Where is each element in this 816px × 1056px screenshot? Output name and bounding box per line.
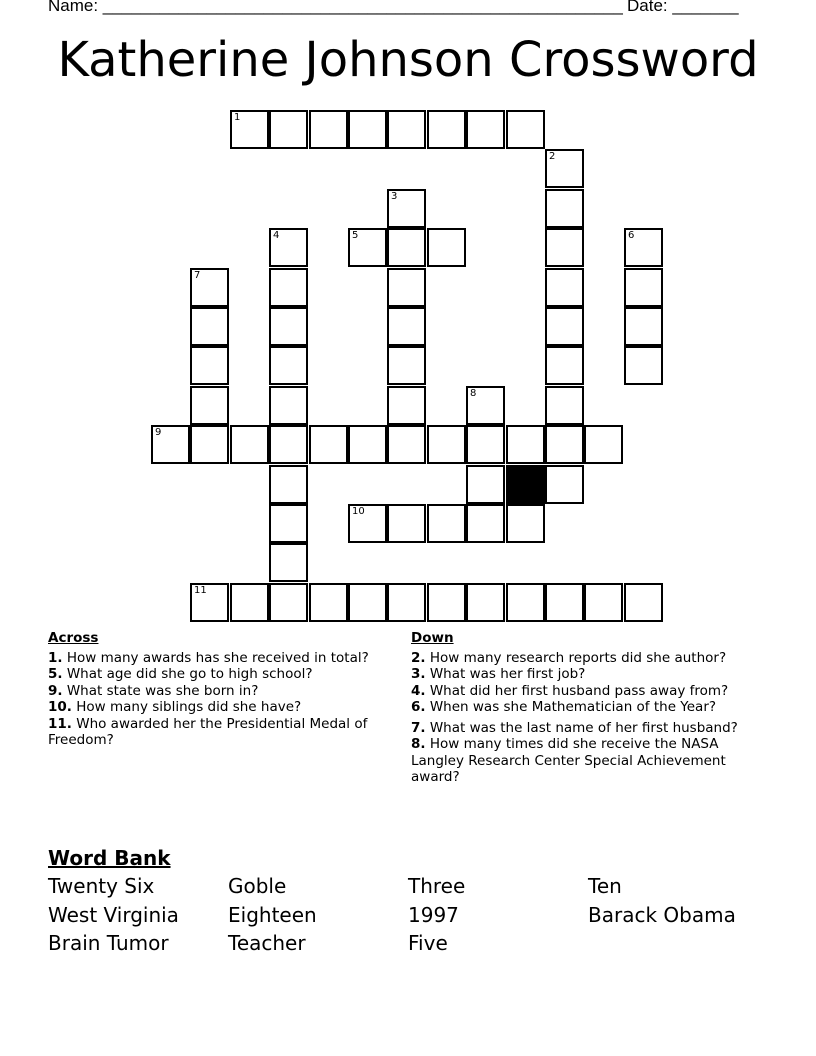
crossword-cell[interactable] (269, 465, 308, 504)
clue-text: What was the last name of her first husband? (429, 719, 738, 736)
crossword-cell[interactable] (624, 307, 663, 346)
word-bank-item: Goble (228, 874, 287, 898)
clue-down (411, 666, 761, 683)
crossword-cell[interactable] (190, 425, 229, 464)
clue-number: 3. (411, 666, 426, 682)
clue-number-label: 11 (194, 585, 207, 596)
crossword-cell[interactable] (230, 110, 269, 149)
crossword-cell[interactable] (387, 110, 426, 149)
clue-across (48, 683, 400, 700)
crossword-cell[interactable] (151, 425, 190, 464)
crossword-cell[interactable] (506, 110, 545, 149)
down-heading: Down (411, 630, 454, 646)
clue-across (48, 650, 400, 667)
clue-number: 10. (48, 699, 72, 715)
word-bank-item: Teacher (228, 931, 306, 955)
crossword-cell[interactable] (190, 346, 229, 385)
clue-number: 5. (48, 666, 63, 682)
crossword-cell[interactable] (190, 268, 229, 307)
crossword-cell[interactable] (466, 386, 505, 425)
crossword-cell[interactable] (230, 425, 269, 464)
clue-text: When was she Mathematician of the Year? (429, 699, 717, 715)
clue-text: What age did she go to high school? (66, 666, 313, 682)
crossword-cell[interactable] (545, 149, 584, 188)
crossword-cell[interactable] (348, 110, 387, 149)
crossword-cell[interactable] (269, 504, 308, 543)
clue-text: How many awards has she received in total? (66, 649, 369, 666)
crossword-cell[interactable] (387, 346, 426, 385)
crossword-cell[interactable] (309, 583, 348, 622)
word-bank-item: Ten (588, 874, 622, 898)
crossword-cell[interactable] (466, 110, 505, 149)
clue-down (411, 736, 761, 786)
crossword-cell[interactable] (545, 228, 584, 267)
crossword-cell[interactable] (230, 583, 269, 622)
crossword-cell[interactable] (584, 583, 623, 622)
clue-text: What did her first husband pass away from? (429, 682, 729, 699)
crossword-cell[interactable] (624, 228, 663, 267)
clue-text: How many research reports did she author? (429, 649, 727, 666)
clue-number: 1. (48, 649, 63, 666)
crossword-cell[interactable] (190, 307, 229, 346)
crossword-cell[interactable] (387, 425, 426, 464)
crossword-cell[interactable] (545, 346, 584, 385)
clue-down (411, 699, 761, 716)
crossword-cell[interactable] (466, 465, 505, 504)
word-bank-item: West Virginia (48, 903, 179, 927)
crossword-cell[interactable] (466, 504, 505, 543)
crossword-cell[interactable] (190, 386, 229, 425)
page-title: Katherine Johnson Crossword (57, 32, 759, 88)
crossword-cell[interactable] (506, 504, 545, 543)
crossword-cell[interactable] (427, 425, 466, 464)
crossword-cell[interactable] (545, 386, 584, 425)
crossword-cell[interactable] (309, 110, 348, 149)
crossword-cell[interactable] (309, 425, 348, 464)
clue-number: 6. (411, 699, 426, 715)
crossword-cell[interactable] (387, 228, 426, 267)
word-bank-item: 1997 (408, 903, 459, 927)
crossword-cell[interactable] (269, 386, 308, 425)
crossword-block (506, 465, 545, 504)
crossword-cell[interactable] (348, 504, 387, 543)
crossword-cell[interactable] (269, 228, 308, 267)
date-field: Date: _______ (627, 0, 739, 15)
clue-number-label: 5 (352, 230, 359, 241)
crossword-cell[interactable] (427, 110, 466, 149)
word-bank-item: Twenty Six (48, 874, 155, 898)
clue-number-label: 8 (470, 388, 477, 399)
crossword-cell[interactable] (427, 228, 466, 267)
word-bank-item: Eighteen (228, 903, 317, 927)
clue-number-label: 10 (352, 506, 365, 517)
crossword-cell[interactable] (427, 583, 466, 622)
clue-down (411, 683, 761, 700)
crossword-cell[interactable] (387, 583, 426, 622)
crossword-cell[interactable] (269, 307, 308, 346)
clue-number-label: 4 (273, 230, 280, 241)
crossword-cell[interactable] (545, 465, 584, 504)
clue-across (48, 716, 400, 749)
clue-number-label: 6 (628, 230, 635, 241)
crossword-cell[interactable] (269, 346, 308, 385)
name-field: Name: _______________________________________________________ (48, 0, 623, 15)
clue-down (411, 650, 761, 667)
word-bank-item: Three (408, 874, 466, 898)
clue-number: 7. (411, 719, 426, 736)
clue-number-label: 9 (155, 427, 162, 438)
crossword-cell[interactable] (466, 425, 505, 464)
clue-text: What was her first job? (429, 666, 586, 682)
crossword-cell[interactable] (348, 228, 387, 267)
clue-number-label: 1 (234, 112, 241, 123)
clue-number: 11. (48, 715, 72, 732)
clue-number: 9. (48, 682, 63, 699)
crossword-cell[interactable] (269, 543, 308, 582)
crossword-cell[interactable] (545, 307, 584, 346)
crossword-cell[interactable] (545, 425, 584, 464)
crossword-cell[interactable] (269, 583, 308, 622)
clue-text: Who awarded her the Presidential Medal of Freedom? (48, 715, 368, 748)
crossword-cell[interactable] (269, 268, 308, 307)
crossword-cell[interactable] (624, 268, 663, 307)
crossword-cell[interactable] (584, 425, 623, 464)
word-bank-item: Barack Obama (588, 903, 736, 927)
crossword-cell[interactable] (387, 307, 426, 346)
crossword-cell[interactable] (624, 346, 663, 385)
crossword-cell[interactable] (387, 189, 426, 228)
clue-text: How many times did she receive the NASA Langley Research Center Special Achievement award? (411, 736, 726, 785)
crossword-cell[interactable] (269, 110, 308, 149)
crossword-cell[interactable] (506, 425, 545, 464)
crossword-cell[interactable] (506, 583, 545, 622)
crossword-cell[interactable] (387, 268, 426, 307)
clue-across (48, 666, 400, 683)
crossword-cell[interactable] (427, 504, 466, 543)
clue-number-label: 2 (549, 151, 556, 162)
clue-number-label: 3 (391, 191, 398, 202)
crossword-cell[interactable] (348, 583, 387, 622)
crossword-cell[interactable] (624, 583, 663, 622)
clue-across (48, 699, 400, 716)
clue-text: What state was she born in? (66, 682, 259, 699)
clue-number-label: 7 (194, 270, 201, 281)
crossword-cell[interactable] (466, 583, 505, 622)
crossword-cell[interactable] (348, 425, 387, 464)
word-bank-title: Word Bank (48, 846, 171, 870)
crossword-cell[interactable] (387, 504, 426, 543)
clue-number: 2. (411, 649, 426, 666)
clue-text: How many siblings did she have? (76, 699, 302, 715)
crossword-cell[interactable] (387, 386, 426, 425)
down-clues (411, 630, 761, 786)
crossword-cell[interactable] (545, 189, 584, 228)
across-clues (48, 630, 400, 749)
crossword-cell[interactable] (190, 583, 229, 622)
across-heading: Across (48, 630, 99, 646)
crossword-cell[interactable] (545, 583, 584, 622)
clue-down (411, 720, 761, 737)
clue-number: 8. (411, 736, 426, 752)
clue-number: 4. (411, 682, 426, 699)
crossword-cell[interactable] (545, 268, 584, 307)
word-bank-item: Five (408, 931, 448, 955)
word-bank-item: Brain Tumor (48, 931, 169, 955)
crossword-cell[interactable] (269, 425, 308, 464)
